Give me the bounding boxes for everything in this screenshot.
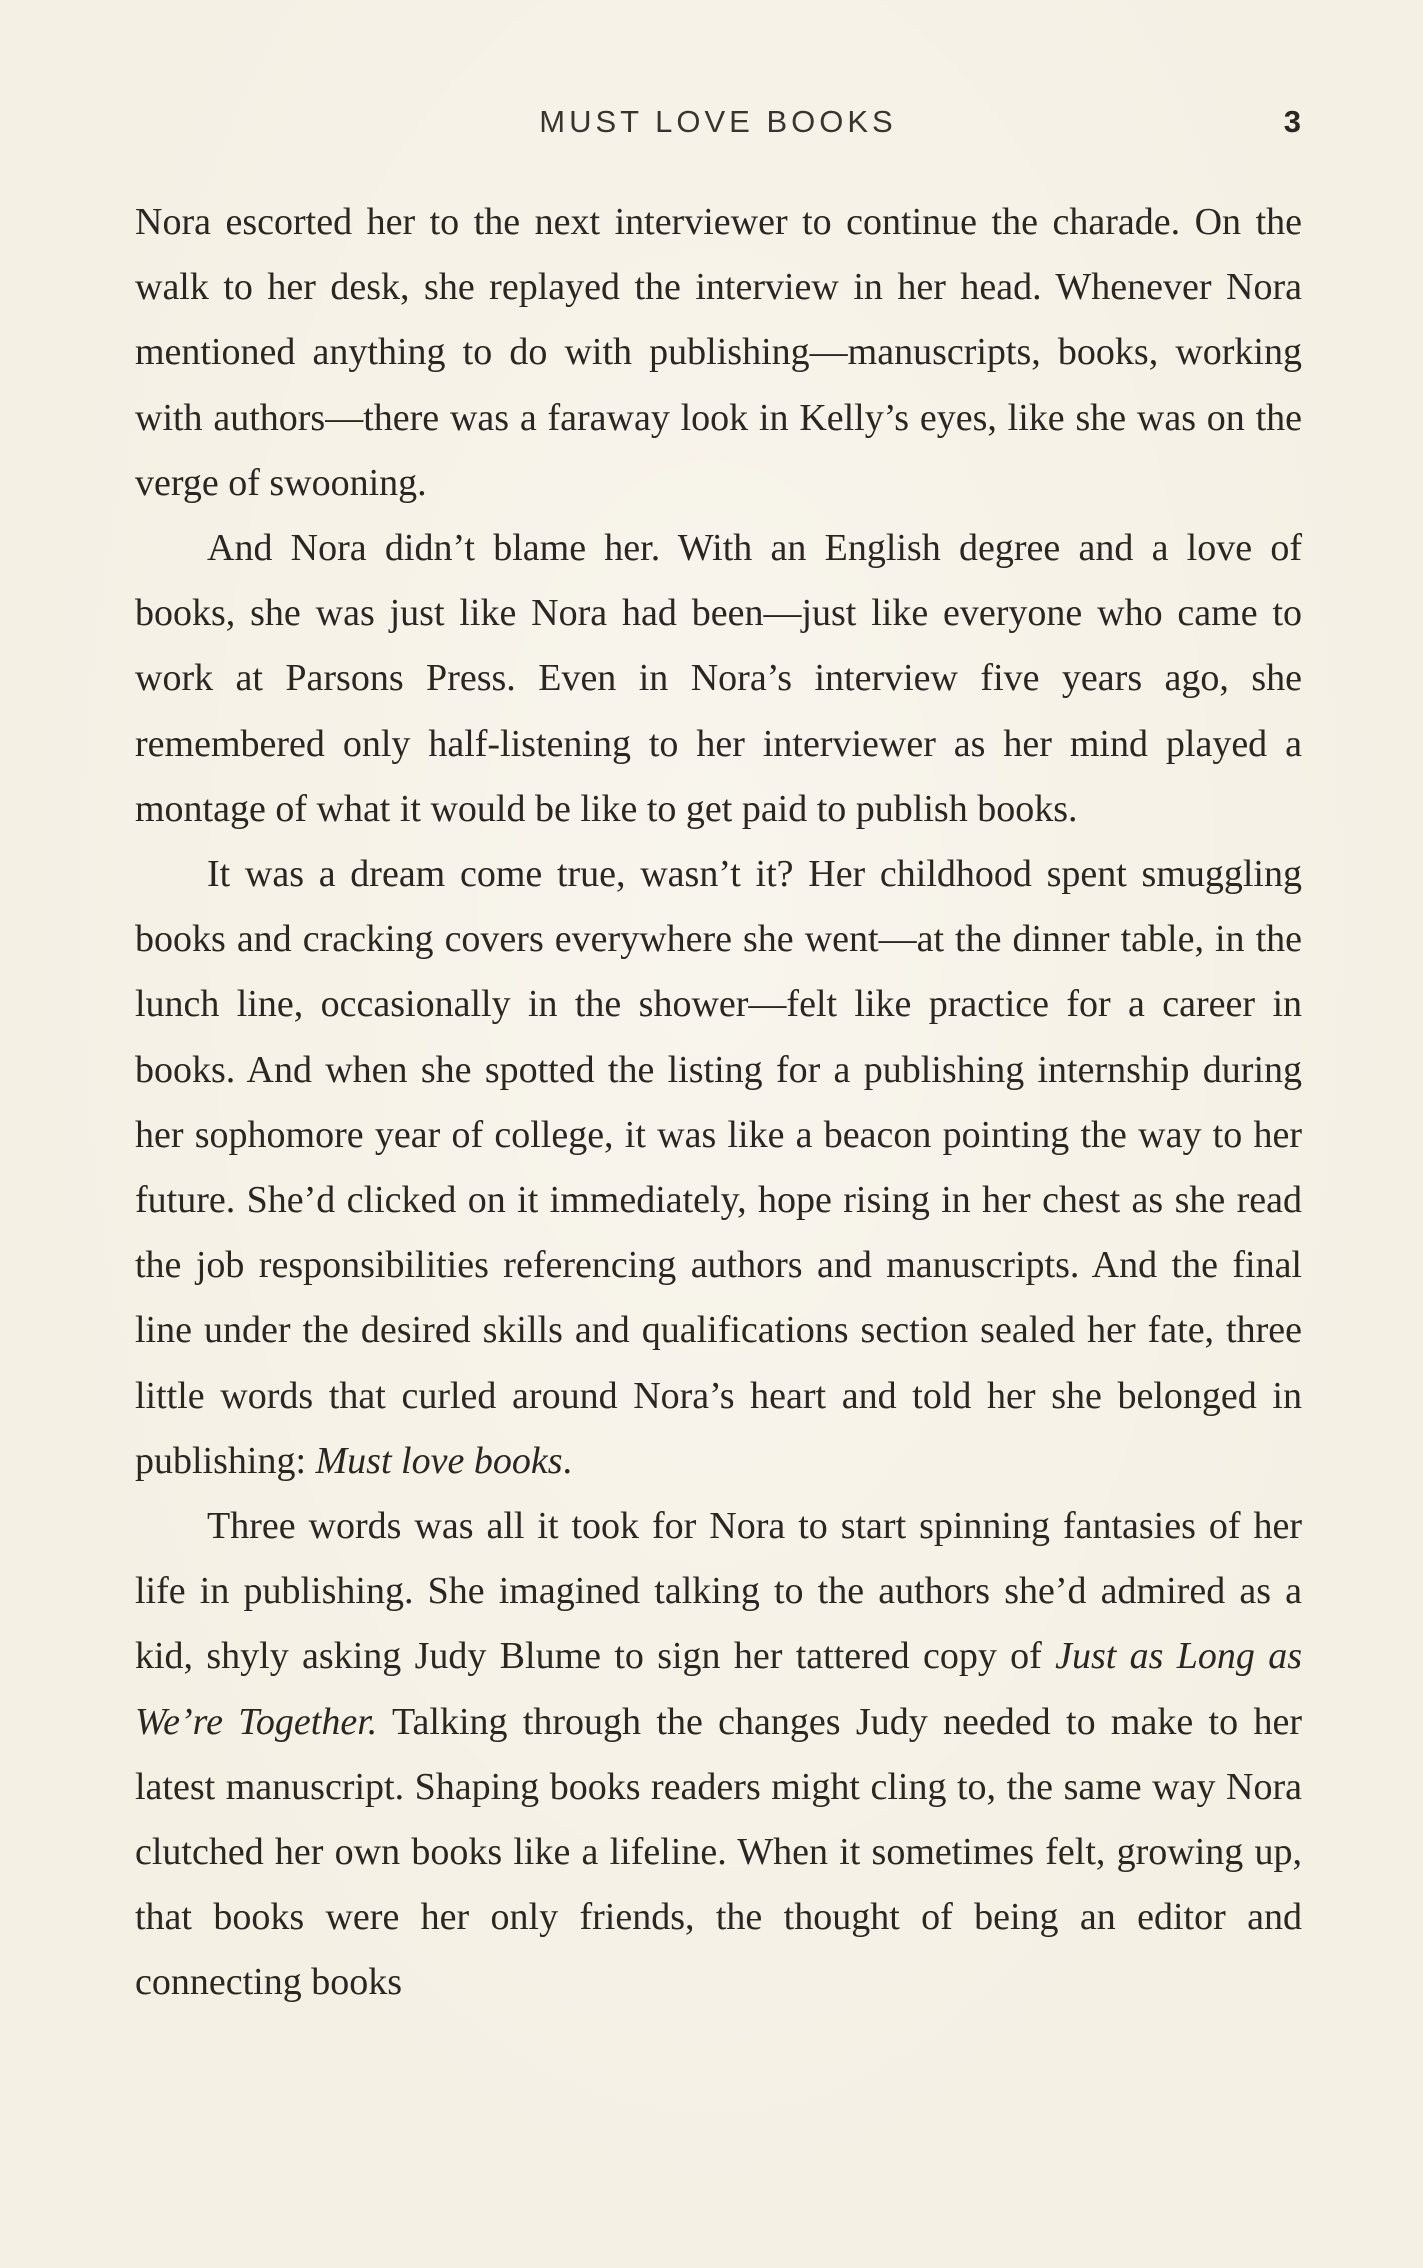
running-head: MUST LOVE BOOKS bbox=[539, 104, 897, 139]
paragraph-3-text: It was a dream come true, wasn’t it? Her childhood spent smuggling books and cracking covers everywhere she went—at the dinner table, in the lunch line, occasionally in the shower—felt like practice for a career in books. And when she spotted the listing for a publishing internship during her sophomore year of college, it was like a beacon pointing the way to her future. She’d clicked on it immediately, hope rising in her chest as she read the job responsibilities referencing authors and manuscripts. And the final line under the desired skills and qualifications section sealed her fate, three little words that curled around Nora’s heart and told her she belonged in publishing: bbox=[135, 853, 1302, 1482]
paragraph-2 bbox=[135, 516, 1302, 842]
body-text bbox=[135, 190, 1302, 2016]
paragraph-1-text: Nora escorted her to the next interviewer to continue the charade. On the walk to her desk, she replayed the interview in her head. Whenever Nora mentioned anything to do with publishing—manuscripts, books, working with authors—there was a faraway look in Kelly’s eyes, like she was on the verge of swooning. bbox=[135, 201, 1302, 504]
paragraph-3 bbox=[135, 842, 1302, 1494]
page-header bbox=[135, 104, 1301, 144]
paragraph-4-tail: Talking through the changes Judy needed to make to her latest manuscript. Shaping books readers might cling to, the same way Nora clutched her own books like a lifeline. When it sometimes felt, growing up, that books were her only friends, the thought of being an editor and connecting books bbox=[135, 1700, 1302, 2004]
page-number: 3 bbox=[1283, 104, 1301, 139]
paragraph-3-italic: Must love books bbox=[315, 1439, 563, 1482]
paragraph-4-text: Three words was all it took for Nora to start spinning fantasies of her life in publishing. She imagined talking to the authors she’d admired as a kid, shyly asking Judy Blume to sign her tattered copy of bbox=[135, 1505, 1302, 1678]
paragraph-2-text: And Nora didn’t blame her. With an English degree and a love of books, she was just like Nora had been—just like everyone who came to work at Parsons Press. Even in Nora’s interview five years ago, she remembered only half-listening to her interviewer as her mind played a montage of what it would be like to get paid to publish books. bbox=[135, 527, 1302, 830]
paragraph-4 bbox=[135, 1494, 1302, 2016]
paragraph-4-italic: Just as Long as We’re Together. bbox=[135, 1635, 1303, 1743]
paragraph-1 bbox=[135, 190, 1302, 516]
paragraph-3-tail: . bbox=[562, 1439, 572, 1482]
